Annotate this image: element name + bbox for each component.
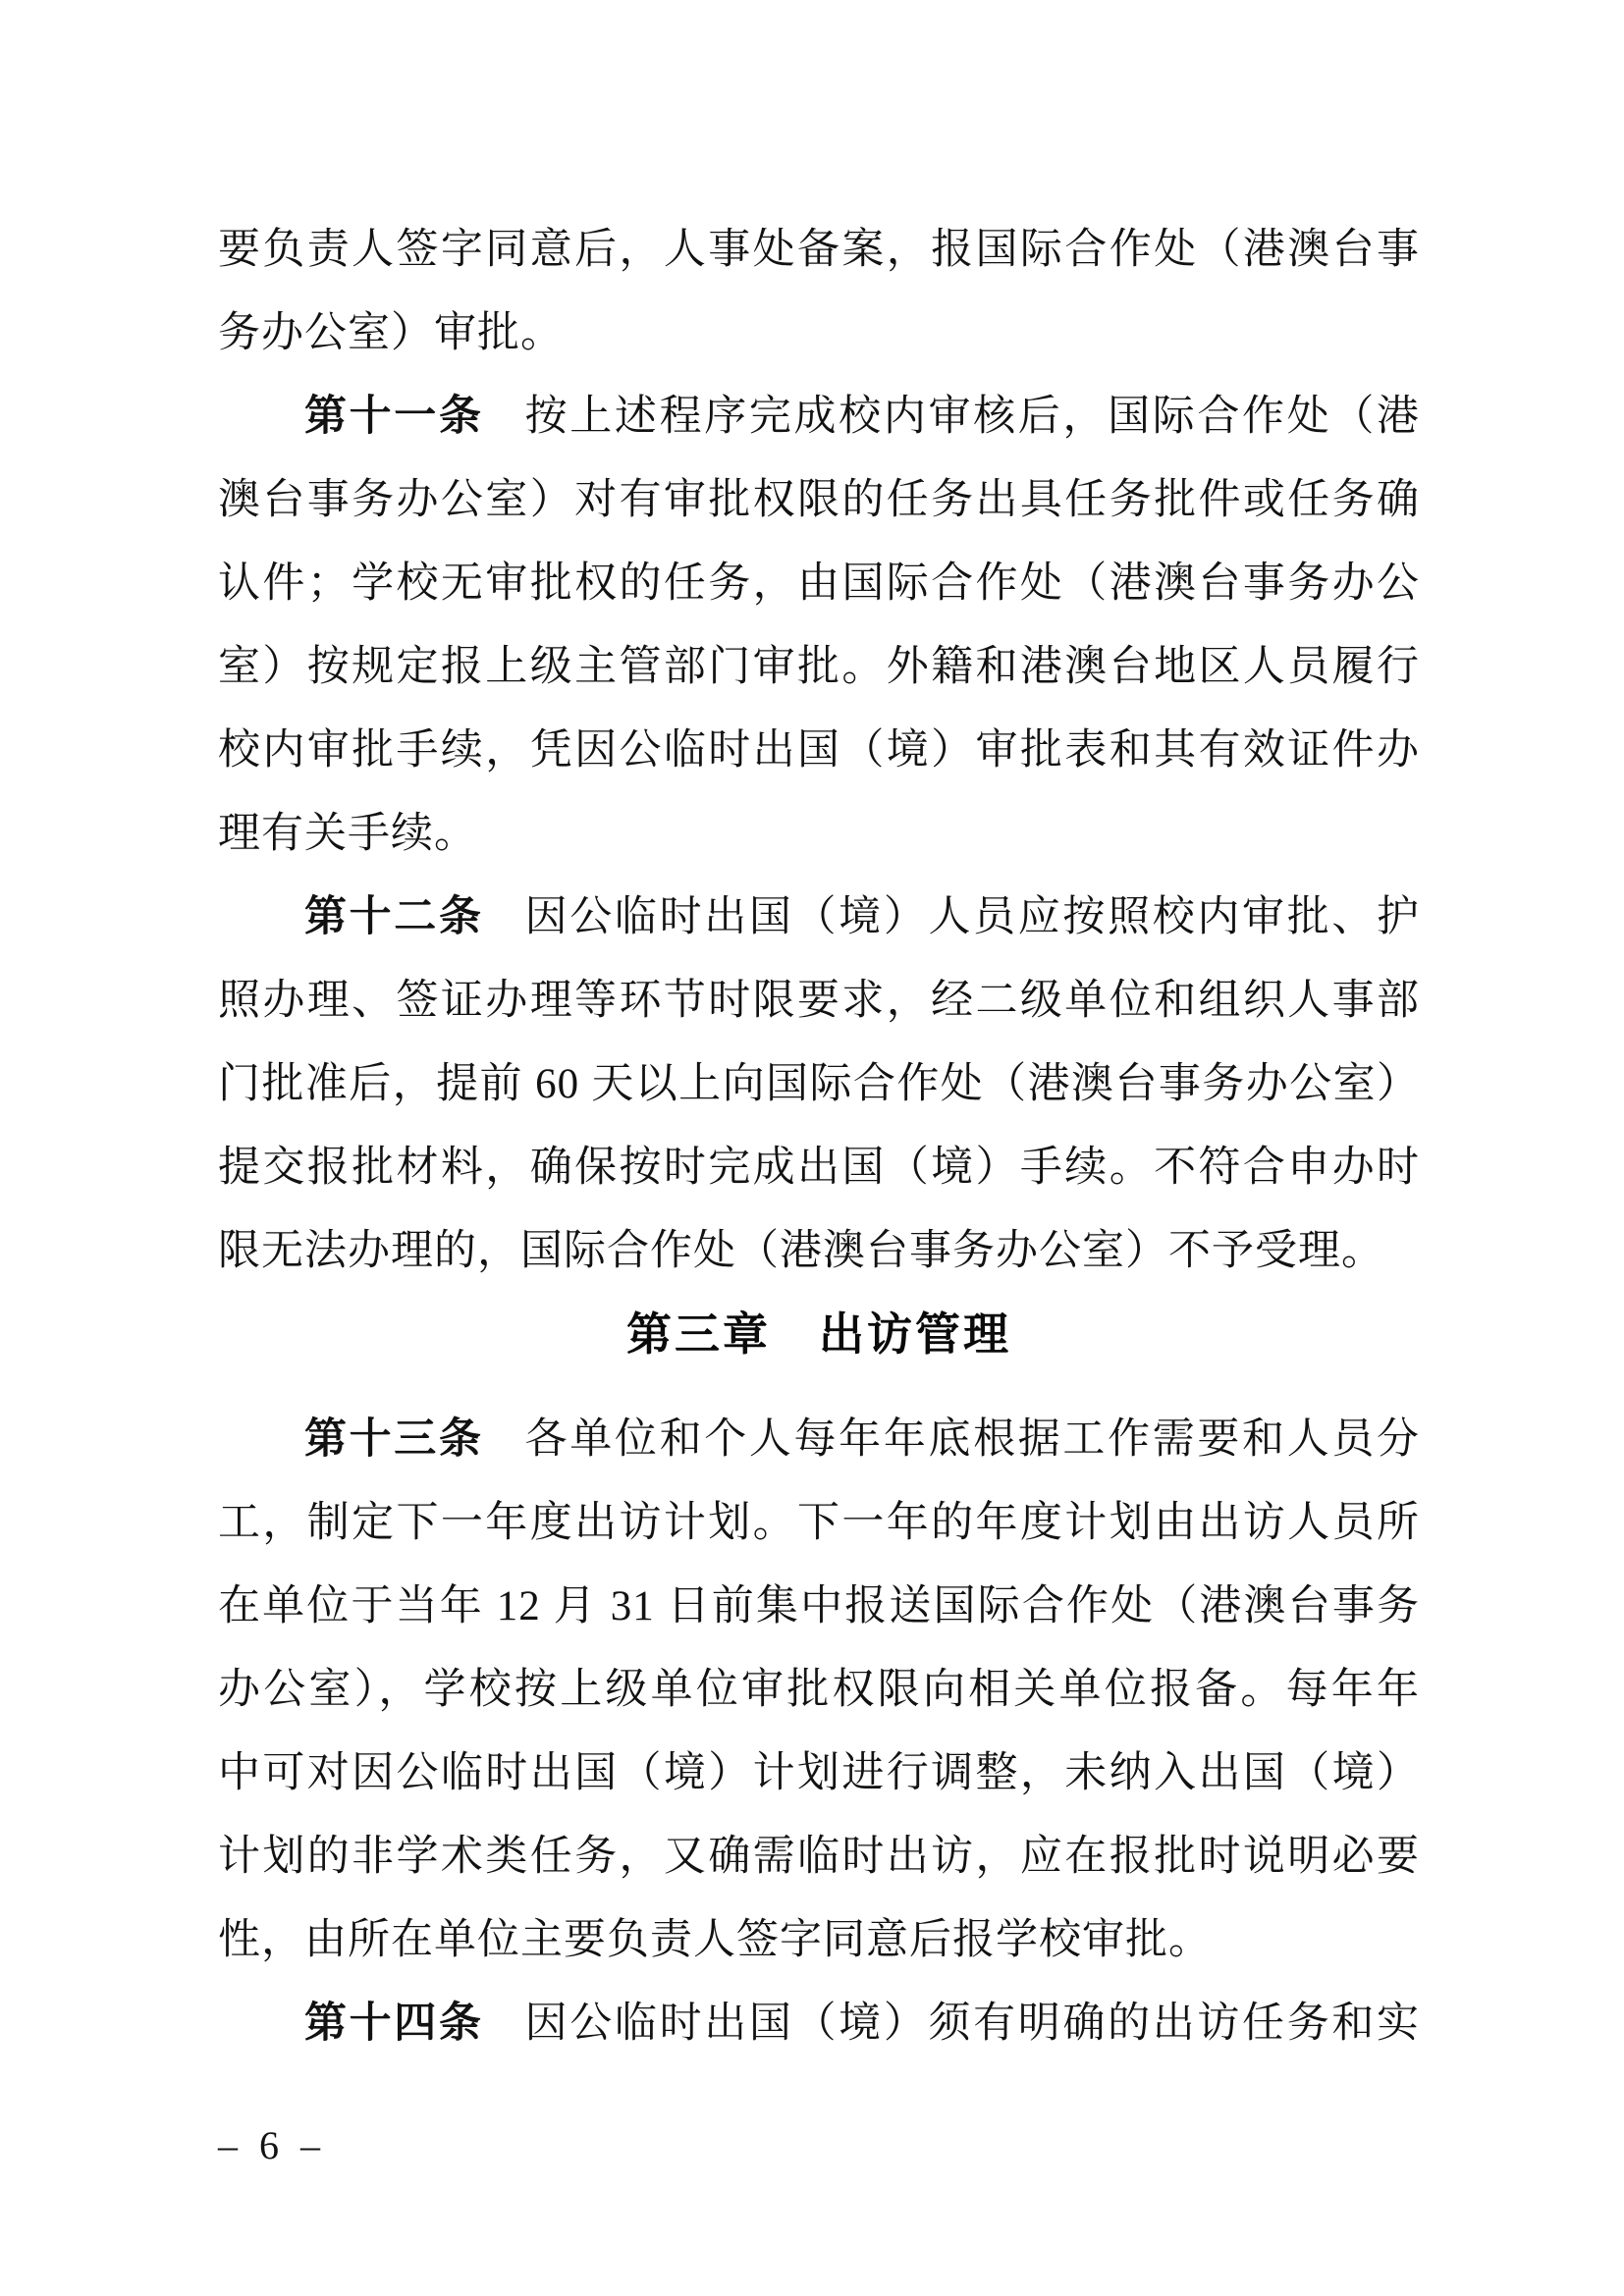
text-line [218,208,1420,292]
text-line [218,876,1420,959]
chapter-heading: 第三章 出访管理 [626,1308,1011,1360]
article-number: 第十一条 [304,393,484,440]
line-text: 提交报批材料，确保按时完成出国（境）手续。不符合申办时 [218,1145,1420,1191]
text-line [218,959,1420,1042]
line-text: 校内审批手续，凭因公临时出国（境）审批表和其有效证件办 [218,727,1420,774]
text-line [218,1398,1420,1481]
text-line [218,1565,1420,1648]
text-line [218,1209,1420,1293]
line-text: 限无法办理的，国际合作处（港澳台事务办公室）不予受理。 [218,1228,1384,1274]
text-line [218,1982,1420,2065]
article-number: 第十四条 [304,2000,484,2047]
text-line [218,709,1420,792]
line-text: 要负责人签字同意后，人事处备案，报国际合作处（港澳台事 [218,227,1420,273]
line-text: 务办公室）审批。 [218,310,564,356]
line-text: 在单位于当年 12 月 31 日前集中报送国际合作处（港澳台事务 [218,1583,1420,1629]
line-text: 办公室），学校按上级单位审批权限向相关单位报备。每年年 [218,1667,1420,1713]
document-body [218,208,1420,2065]
page-number: – 6 – [218,2123,326,2167]
line-text: 各单位和个人每年年底根据工作需要和人员分 [524,1416,1421,1463]
line-text: 性，由所在单位主要负责人签字同意后报学校审批。 [218,1917,1212,1963]
text-line [218,792,1420,876]
text-line [218,458,1420,542]
line-text: 认件；学校无审批权的任务，由国际合作处（港澳台事务办公 [218,561,1420,607]
text-line [218,1126,1420,1209]
text-line [218,292,1420,375]
text-line [218,1481,1420,1565]
line-text: 工，制定下一年度出访计划。下一年的年度计划由出访人员所 [218,1500,1420,1546]
line-text: 计划的非学术类任务，又确需临时出访，应在报批时说明必要 [218,1834,1420,1880]
article-number: 第十三条 [304,1415,484,1463]
text-line [218,1898,1420,1982]
line-text: 按上述程序完成校内审核后，国际合作处（港 [524,394,1421,440]
line-text: 照办理、签证办理等环节时限要求，经二级单位和组织人事部 [218,978,1420,1024]
article-number: 第十二条 [304,893,484,940]
line-text: 因公临时出国（境）须有明确的出访任务和实 [524,2001,1421,2047]
text-line [218,625,1420,709]
line-text: 中可对因公临时出国（境）计划进行调整，未纳入出国（境） [218,1750,1420,1796]
text-line [218,542,1420,625]
line-text: 理有关手续。 [218,811,477,857]
line-text: 因公临时出国（境）人员应按照校内审批、护 [524,894,1421,940]
line-text: 澳台事务办公室）对有审批权限的任务出具任务批件或任务确 [218,477,1420,523]
text-line [218,375,1420,458]
text-line [218,1732,1420,1815]
text-line [218,1815,1420,1898]
text-line [218,1648,1420,1732]
line-text: 室）按规定报上级主管部门审批。外籍和港澳台地区人员履行 [218,644,1420,690]
text-line [218,1042,1420,1126]
line-text: 门批准后，提前 60 天以上向国际合作处（港澳台事务办公室） [218,1061,1420,1107]
